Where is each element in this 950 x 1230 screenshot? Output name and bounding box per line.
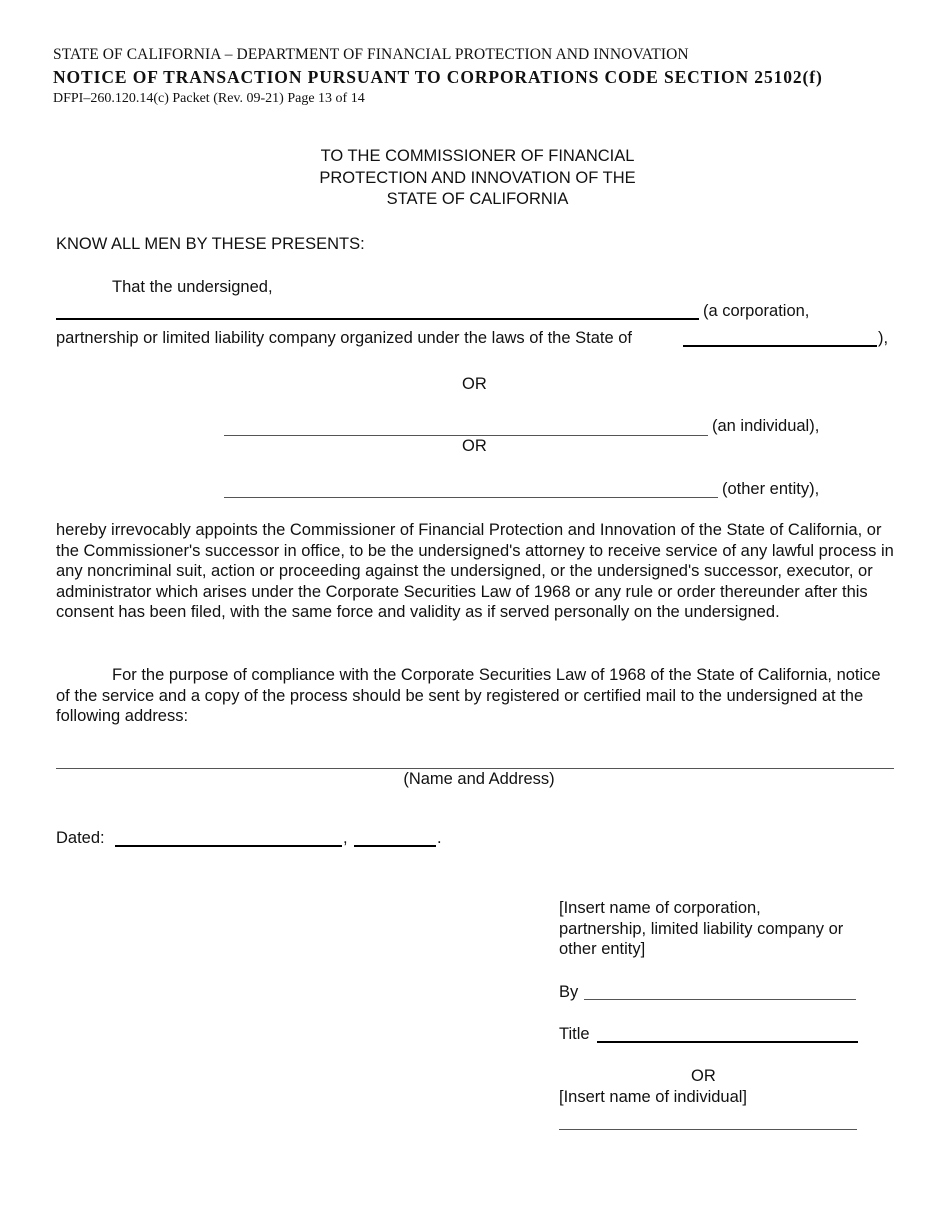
- other-entity-suffix: (other entity),: [722, 480, 820, 498]
- entity-line-2: partnership, limited liability company or: [559, 919, 844, 938]
- form-title: NOTICE OF TRANSACTION PURSUANT TO CORPORATIONS CODE SECTION 25102(f): [53, 67, 823, 87]
- state-field[interactable]: [683, 345, 877, 347]
- name-address-label: (Name and Address): [403, 770, 555, 788]
- other-entity-name-field[interactable]: [224, 497, 718, 498]
- state-prefix: partnership or limited liability company organized under the laws of the State of: [56, 329, 632, 347]
- title-field[interactable]: [597, 1041, 858, 1043]
- dated-month-day-field[interactable]: [115, 845, 342, 847]
- addressee-line-3: STATE OF CALIFORNIA: [386, 190, 569, 208]
- individual-suffix: (an individual),: [712, 417, 820, 435]
- by-label: By: [559, 983, 579, 1001]
- state-suffix: ),: [878, 329, 889, 347]
- appointment-paragraph: hereby irrevocably appoints the Commissioner of Financial Protection and Innovation of the State of California, or the Commissioner's successor in office, to be the undersigned's attorney to receive service of any lawful process in any noncriminal suit, action or proceeding against the undersigned, or the undersigned's successor, executor, or administrator which arises under the Corporate Securities Law of 1968 or any rule or order thereunder after this consent has been filed, with the same force and validity as if served personally on the undersigned.: [56, 521, 894, 622]
- corporation-suffix: (a corporation,: [703, 302, 810, 320]
- addressee-line-1: TO THE COMMISSIONER OF FINANCIAL: [320, 147, 635, 165]
- dated-comma: ,: [343, 829, 348, 847]
- or-separator-1: OR: [462, 375, 487, 393]
- know-all-heading: KNOW ALL MEN BY THESE PRESENTS:: [56, 235, 365, 253]
- entity-line-3: other entity]: [559, 940, 646, 958]
- form-id: DFPI–260.120.14(c) Packet (Rev. 09-21) Page 13 of 14: [53, 91, 365, 106]
- dated-label: Dated:: [56, 829, 105, 847]
- undersigned-label: That the undersigned,: [112, 278, 273, 296]
- addressee-block: [225, 146, 730, 211]
- dated-period: .: [437, 829, 442, 847]
- or-separator-2: OR: [462, 437, 487, 455]
- entity-line-1: [Insert name of corporation,: [559, 899, 761, 917]
- title-label: Title: [559, 1025, 590, 1043]
- individual-name-placeholder: [Insert name of individual]: [559, 1088, 748, 1106]
- or-separator-3: OR: [691, 1067, 716, 1085]
- addressee-line-2: PROTECTION AND INNOVATION OF THE: [319, 168, 636, 187]
- corporation-name-field[interactable]: [56, 318, 699, 320]
- agency-header: STATE OF CALIFORNIA – DEPARTMENT OF FINANCIAL PROTECTION AND INNOVATION: [53, 46, 689, 63]
- purpose-paragraph: For the purpose of compliance with the Corporate Securities Law of 1968 of the State of California, notice of the service and a copy of the process should be sent by registered or certified mail to the undersigned at the following address:: [56, 666, 881, 726]
- entity-name-placeholder: [559, 898, 843, 960]
- individual-signature-field[interactable]: [559, 1129, 857, 1130]
- dated-year-field[interactable]: [354, 845, 436, 847]
- by-signature-field[interactable]: [584, 999, 856, 1000]
